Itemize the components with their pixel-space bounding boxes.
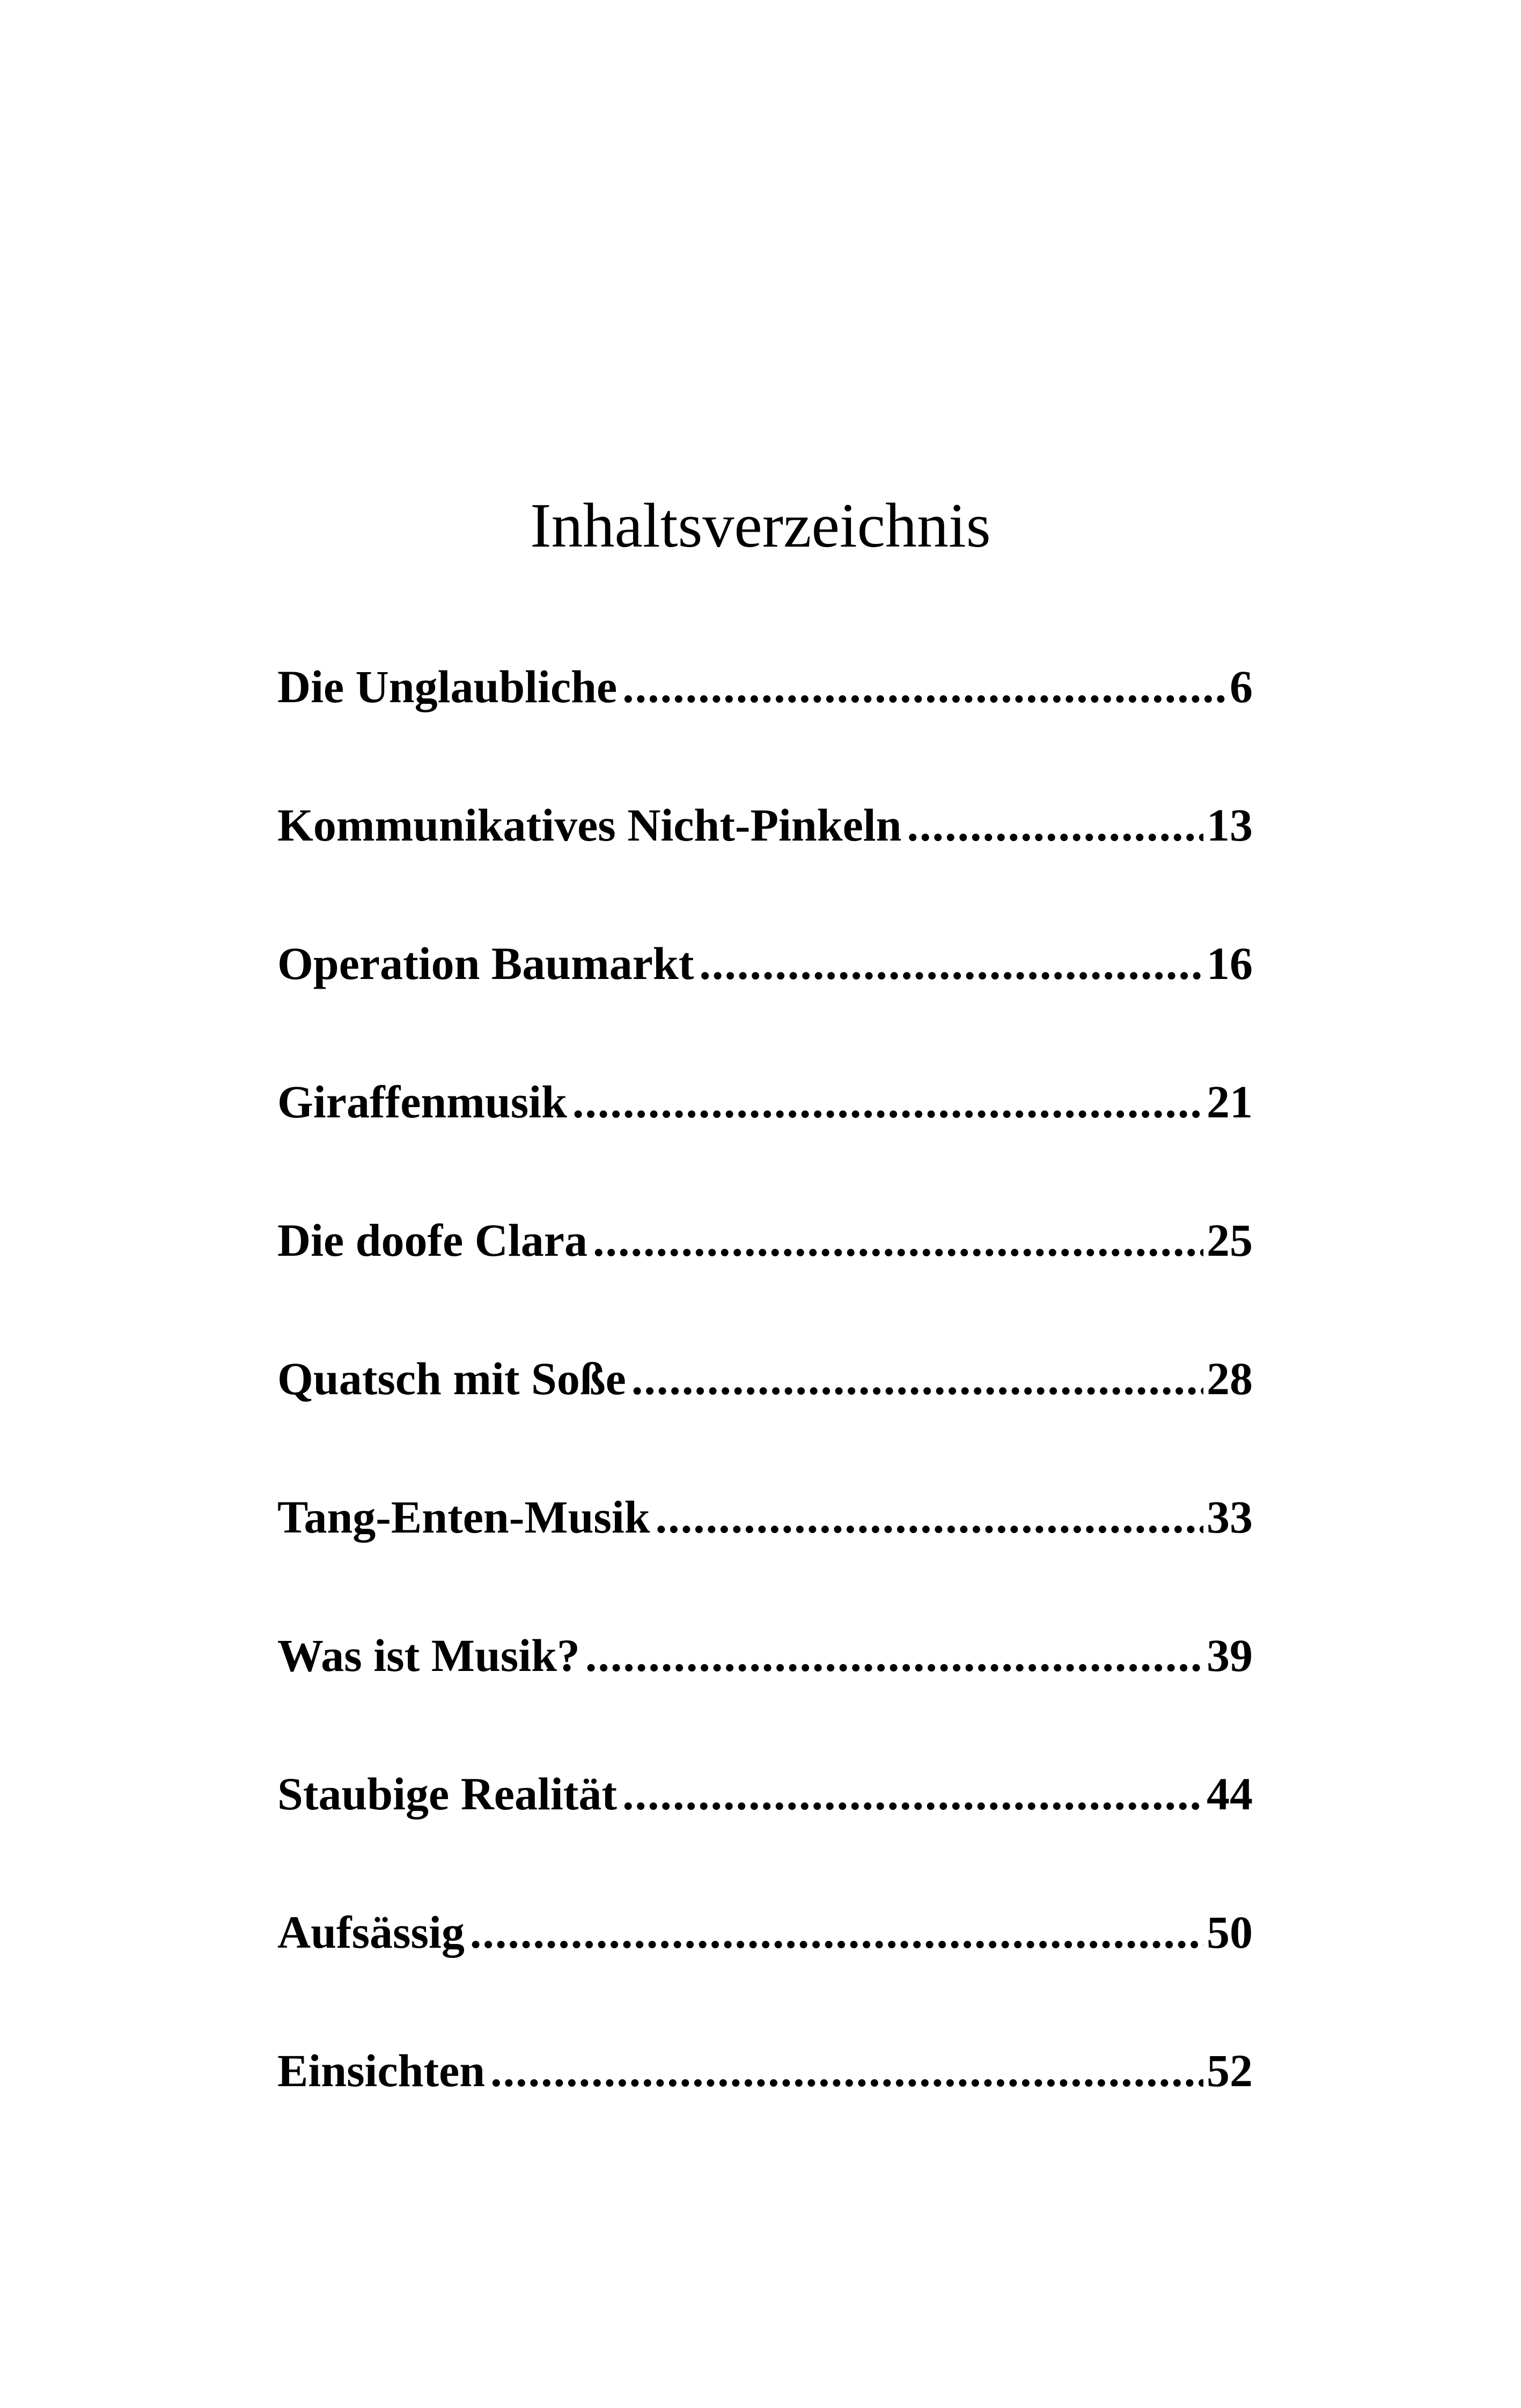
toc-entry [277, 1897, 1253, 2036]
dot-leader [699, 929, 1203, 998]
page-number: 50 [1207, 1906, 1253, 1958]
page-number: 52 [1207, 2045, 1253, 2096]
page-number: 28 [1207, 1353, 1253, 1404]
chapter-title: Operation Baumarkt [277, 938, 694, 989]
chapter-title: Aufsässig [277, 1906, 465, 1958]
page-number: 21 [1207, 1076, 1253, 1128]
chapter-title: Quatsch mit Soße [277, 1353, 626, 1404]
toc-entry [277, 1482, 1253, 1621]
toc-row [277, 1482, 1253, 1552]
chapter-title: Tang-Enten-Musik [277, 1491, 650, 1543]
toc-entry [277, 1067, 1253, 1205]
toc-row [277, 1897, 1253, 1967]
toc-entry [277, 790, 1253, 929]
dot-leader [907, 790, 1203, 860]
toc-entry [277, 1759, 1253, 1897]
toc-entry [277, 652, 1253, 790]
dot-leader [656, 1482, 1203, 1552]
toc-row [277, 1067, 1253, 1137]
toc-entry [277, 1205, 1253, 1344]
chapter-title: Einsichten [277, 2045, 486, 2096]
chapter-title: Die Unglaubliche [277, 661, 618, 712]
table-of-contents [277, 652, 1253, 2174]
chapter-title: Was ist Musik? [277, 1630, 580, 1681]
toc-row [277, 1205, 1253, 1275]
page-title: Inhaltsverzeichnis [530, 490, 991, 561]
dot-leader [490, 2036, 1203, 2105]
dot-leader [470, 1897, 1203, 1967]
dot-leader [622, 652, 1226, 721]
toc-row [277, 1759, 1253, 1829]
dot-leader [572, 1067, 1203, 1137]
page-number: 13 [1207, 799, 1253, 851]
page-number: 39 [1207, 1630, 1253, 1681]
toc-entry [277, 1344, 1253, 1482]
page-number: 33 [1207, 1491, 1253, 1543]
dot-leader [622, 1759, 1203, 1829]
chapter-title: Giraffenmusik [277, 1076, 567, 1128]
toc-row [277, 929, 1253, 998]
dot-leader [593, 1205, 1203, 1275]
chapter-title: Die doofe Clara [277, 1214, 587, 1266]
toc-entry [277, 2036, 1253, 2174]
chapter-title: Kommunikatives Nicht-Pinkeln [277, 799, 902, 851]
chapter-title: Staubige Realität [277, 1768, 618, 1820]
toc-entry [277, 929, 1253, 1067]
page-number: 16 [1207, 938, 1253, 989]
page-number: 6 [1230, 661, 1253, 712]
toc-row [277, 1621, 1253, 1690]
toc-row [277, 790, 1253, 860]
toc-row [277, 652, 1253, 721]
toc-row [277, 2036, 1253, 2105]
toc-entry [277, 1621, 1253, 1759]
toc-row [277, 1344, 1253, 1413]
page-number: 44 [1207, 1768, 1253, 1820]
dot-leader [631, 1344, 1203, 1413]
page-number: 25 [1207, 1214, 1253, 1266]
dot-leader [585, 1621, 1203, 1690]
